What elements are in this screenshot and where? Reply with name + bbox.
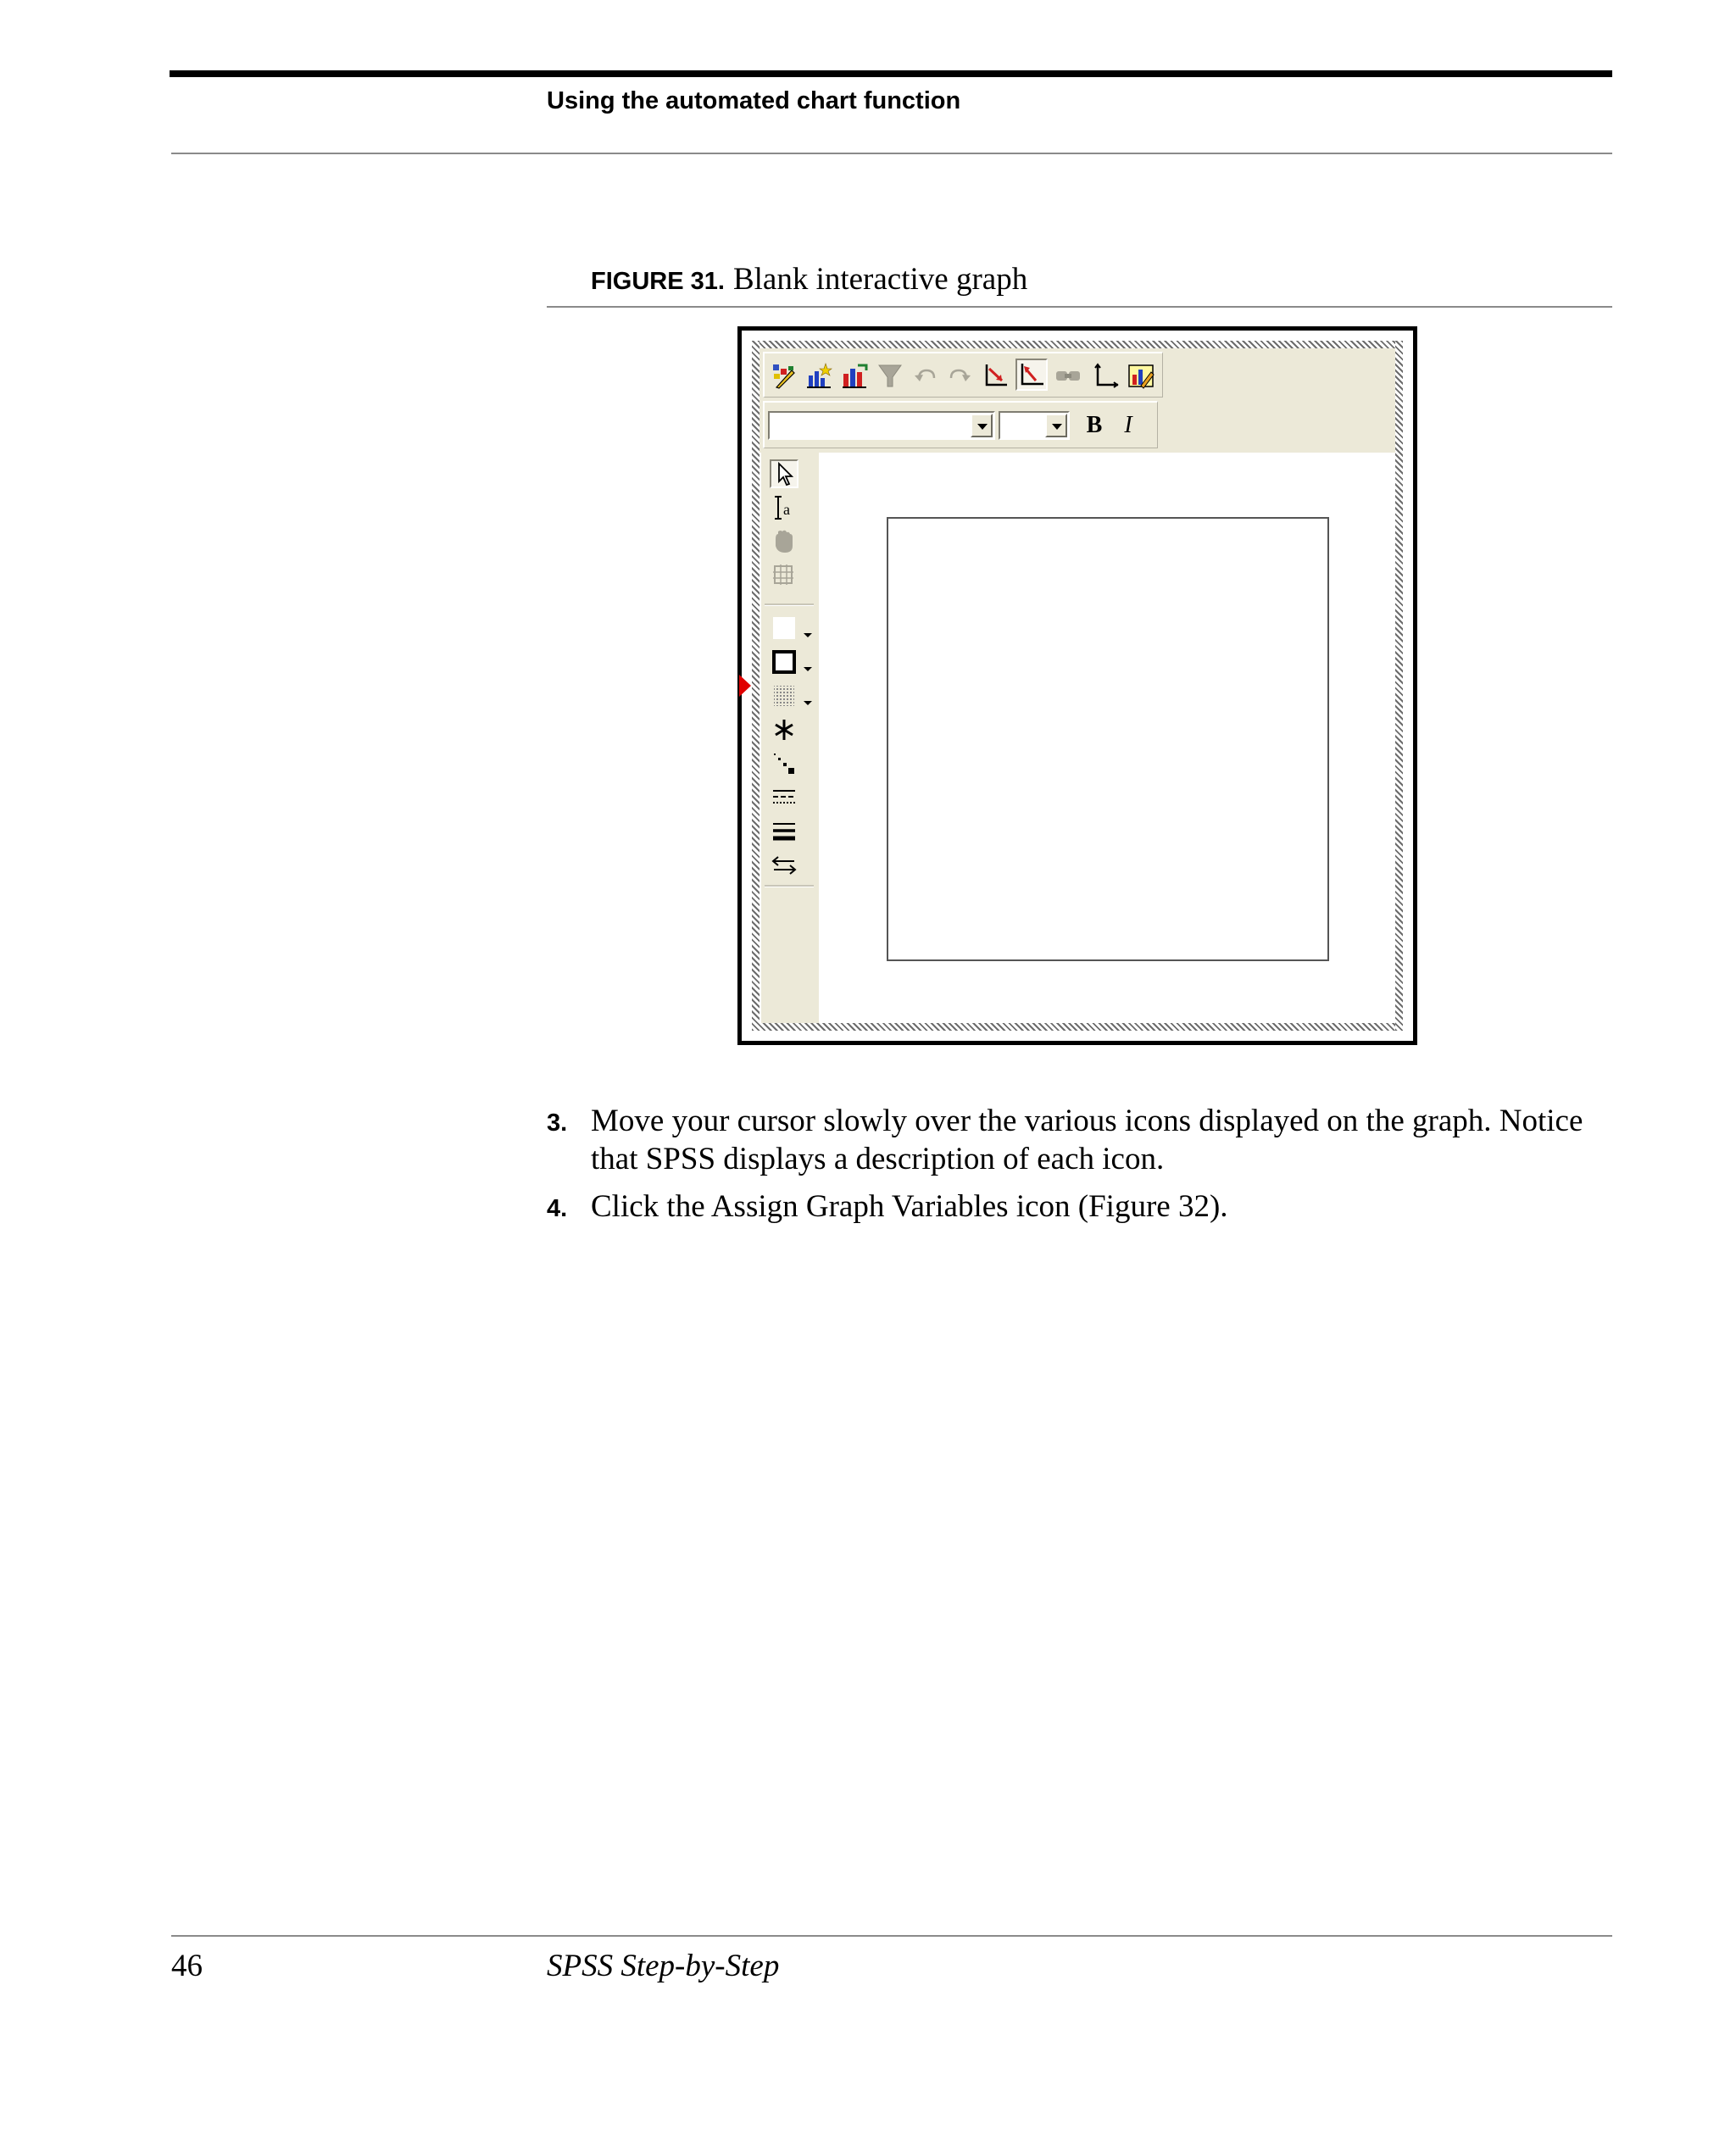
- step-number: 3.: [547, 1109, 568, 1137]
- header-top-rule: [170, 70, 1612, 77]
- tools-palette: [760, 453, 819, 1023]
- book-title: SPSS Step-by-Step: [547, 1949, 780, 1983]
- fill-color-icon[interactable]: [770, 614, 798, 642]
- header-divider: [171, 153, 1612, 154]
- grid-tool-icon[interactable]: [770, 561, 798, 590]
- font-size-dropdown[interactable]: [999, 411, 1070, 440]
- border-color-icon[interactable]: [770, 648, 798, 676]
- step-text: Click the Assign Graph Variables icon (Figure 32).: [591, 1189, 1228, 1224]
- toolbox-separator-bottom: [765, 885, 814, 887]
- step-4: [547, 1187, 1615, 1226]
- figure-title: Blank interactive graph: [732, 262, 1028, 297]
- bold-button[interactable]: B: [1086, 412, 1103, 438]
- swap-axes-icon[interactable]: [770, 851, 798, 880]
- italic-button[interactable]: I: [1124, 412, 1132, 438]
- font-size-dropdown-arrow[interactable]: [1045, 414, 1067, 437]
- hatched-border-bottom: [752, 1023, 1403, 1031]
- step-3: [547, 1102, 1615, 1180]
- text-tool-icon[interactable]: [770, 493, 798, 522]
- funnel-icon[interactable]: [876, 362, 904, 389]
- fill-color-dropdown-arrow[interactable]: [804, 633, 812, 637]
- marker-star-icon[interactable]: [770, 715, 798, 744]
- hand-pan-icon[interactable]: [770, 527, 798, 556]
- figure-label: FIGURE 31.: [591, 268, 725, 295]
- toolbox-separator: [765, 603, 814, 606]
- pattern-dropdown-arrow[interactable]: [804, 701, 812, 705]
- step-text: Move your cursor slowly over the various icons displayed on the graph. Notice that SPSS displays a description of each icon.: [591, 1104, 1583, 1176]
- chart-manager-icon[interactable]: [841, 362, 868, 389]
- axes-icon[interactable]: [1092, 362, 1119, 389]
- line-style-icon[interactable]: [770, 783, 798, 812]
- step-number: 4.: [547, 1195, 568, 1222]
- redo-icon[interactable]: [946, 362, 973, 389]
- font-name-dropdown[interactable]: [768, 411, 995, 440]
- red-pointer-marker: [739, 675, 751, 697]
- border-color-dropdown-arrow[interactable]: [804, 667, 812, 671]
- hatched-border-left: [752, 341, 760, 1031]
- 2d-coordinate-icon[interactable]: [982, 362, 1009, 389]
- line-weight-icon[interactable]: [770, 817, 798, 846]
- svg-text:a: a: [783, 501, 790, 518]
- select-arrow-icon[interactable]: [770, 459, 798, 488]
- hatched-border-top: [752, 341, 1403, 348]
- footer-divider: [171, 1935, 1612, 1937]
- link-icon[interactable]: [1054, 362, 1082, 389]
- blank-chart-area[interactable]: [887, 517, 1329, 961]
- chart-properties-icon[interactable]: [1127, 362, 1155, 389]
- pattern-icon[interactable]: [770, 681, 798, 710]
- caption-divider: [547, 306, 1612, 308]
- figure-caption: [591, 261, 1027, 304]
- toolbar-area: [760, 348, 1395, 453]
- undo-icon[interactable]: [912, 362, 939, 389]
- hatched-border-right: [1395, 341, 1403, 1031]
- font-name-dropdown-arrow[interactable]: [971, 414, 993, 437]
- running-header-title: Using the automated chart function: [547, 87, 961, 114]
- page-number: 46: [171, 1949, 203, 1983]
- assign-graph-variables-icon[interactable]: [770, 362, 797, 389]
- marker-size-icon[interactable]: [770, 749, 798, 778]
- 3d-coordinate-icon[interactable]: [1015, 359, 1048, 391]
- insert-element-icon[interactable]: [805, 362, 832, 389]
